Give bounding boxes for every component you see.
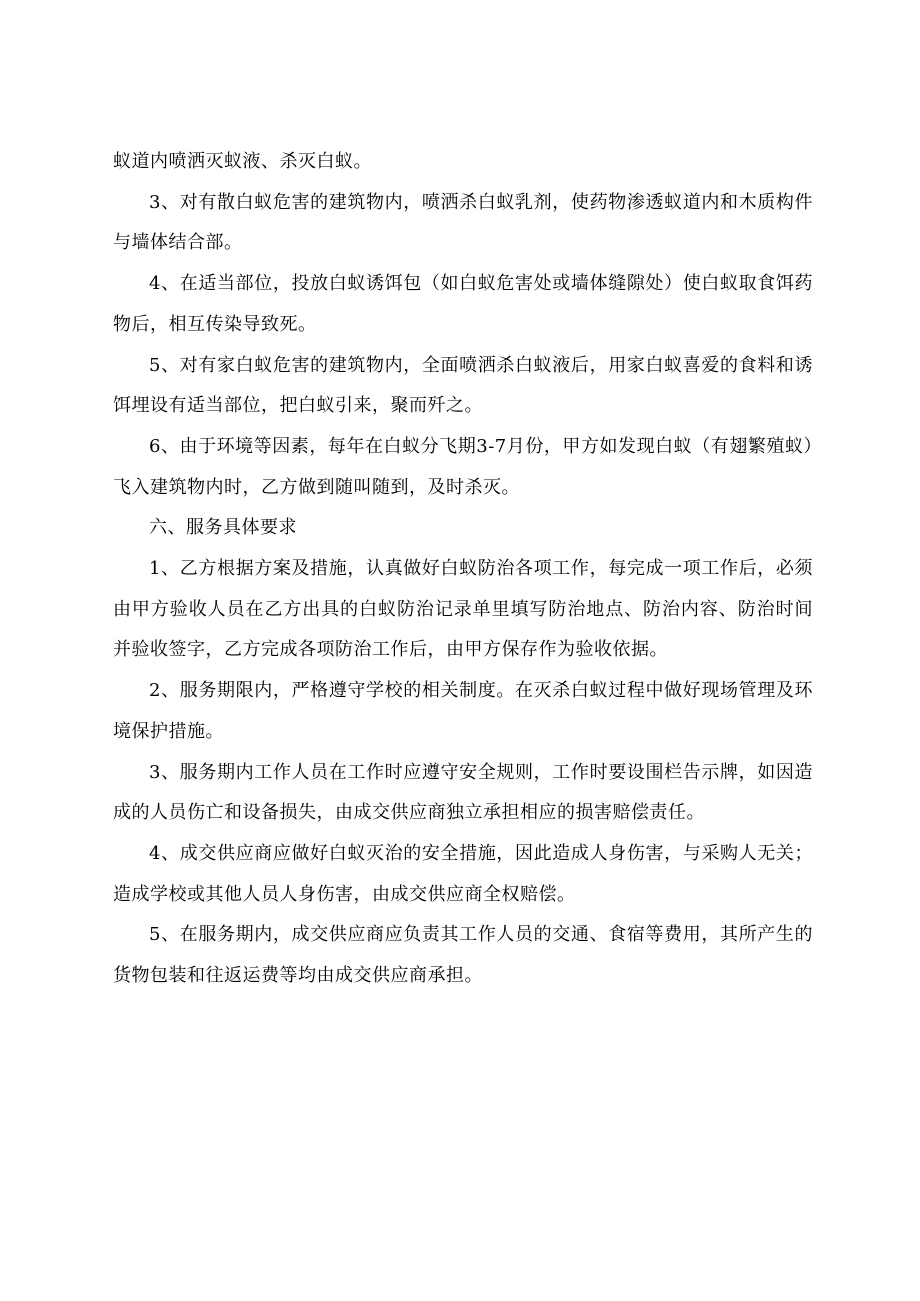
requirement-item-5: 5、在服务期内，成交供应商应负责其工作人员的交通、食宿等费用，其所产生的货物包装和往返运费等均由成交供应商承担。 [113,924,813,987]
requirement-item-3: 3、服务期内工作人员在工作时应遵守安全规则，工作时要设围栏告示牌，如因造成的人员伤亡和设备损失，由成交供应商独立承担相应的损害赔偿责任。 [113,761,813,824]
document-body [113,142,813,997]
paragraph-item-4: 4、在适当部位，投放白蚁诱饵包（如白蚁危害处或墙体缝隙处）使白蚁取食饵药物后，相互传染导致死。 [113,273,813,335]
requirement-item-4: 4、成交供应商应做好白蚁灭治的安全措施，因此造成人身伤害，与采购人无关；造成学校或其他人员人身伤害，由成交供应商全权赔偿。 [113,842,813,905]
paragraph-item-5: 5、对有家白蚁危害的建筑物内，全面喷洒杀白蚁液后，用家白蚁喜爱的食料和诱饵埋设有适当部位，把白蚁引来，聚而歼之。 [113,354,813,417]
paragraph-item-3: 3、对有散白蚁危害的建筑物内，喷洒杀白蚁乳剂，使药物渗透蚁道内和木质构件与墙体结合部。 [113,191,813,254]
paragraph-item-6: 6、由于环境等因素，每年在白蚁分飞期3-7月份，甲方如发现白蚁（有翅繁殖蚁）飞入建筑物内时，乙方做到随叫随到，及时杀灭。 [113,435,813,498]
section-heading: 六、服务具体要求 [149,517,297,539]
paragraph-continuation: 蚁道内喷洒灭蚁液、杀灭白蚁。 [113,151,372,172]
requirement-item-1: 1、乙方根据方案及措施，认真做好白蚁防治各项工作，每完成一项工作后，必须由甲方验收人员在乙方出具的白蚁防治记录单里填写防治地点、防治内容、防治时间并验收签字，乙方完成各项防治工作后，由甲方保存作为验收依据。 [113,558,813,661]
requirement-item-2: 2、服务期限内，严格遵守学校的相关制度。在灭杀白蚁过程中做好现场管理及环境保护措施。 [113,680,813,742]
